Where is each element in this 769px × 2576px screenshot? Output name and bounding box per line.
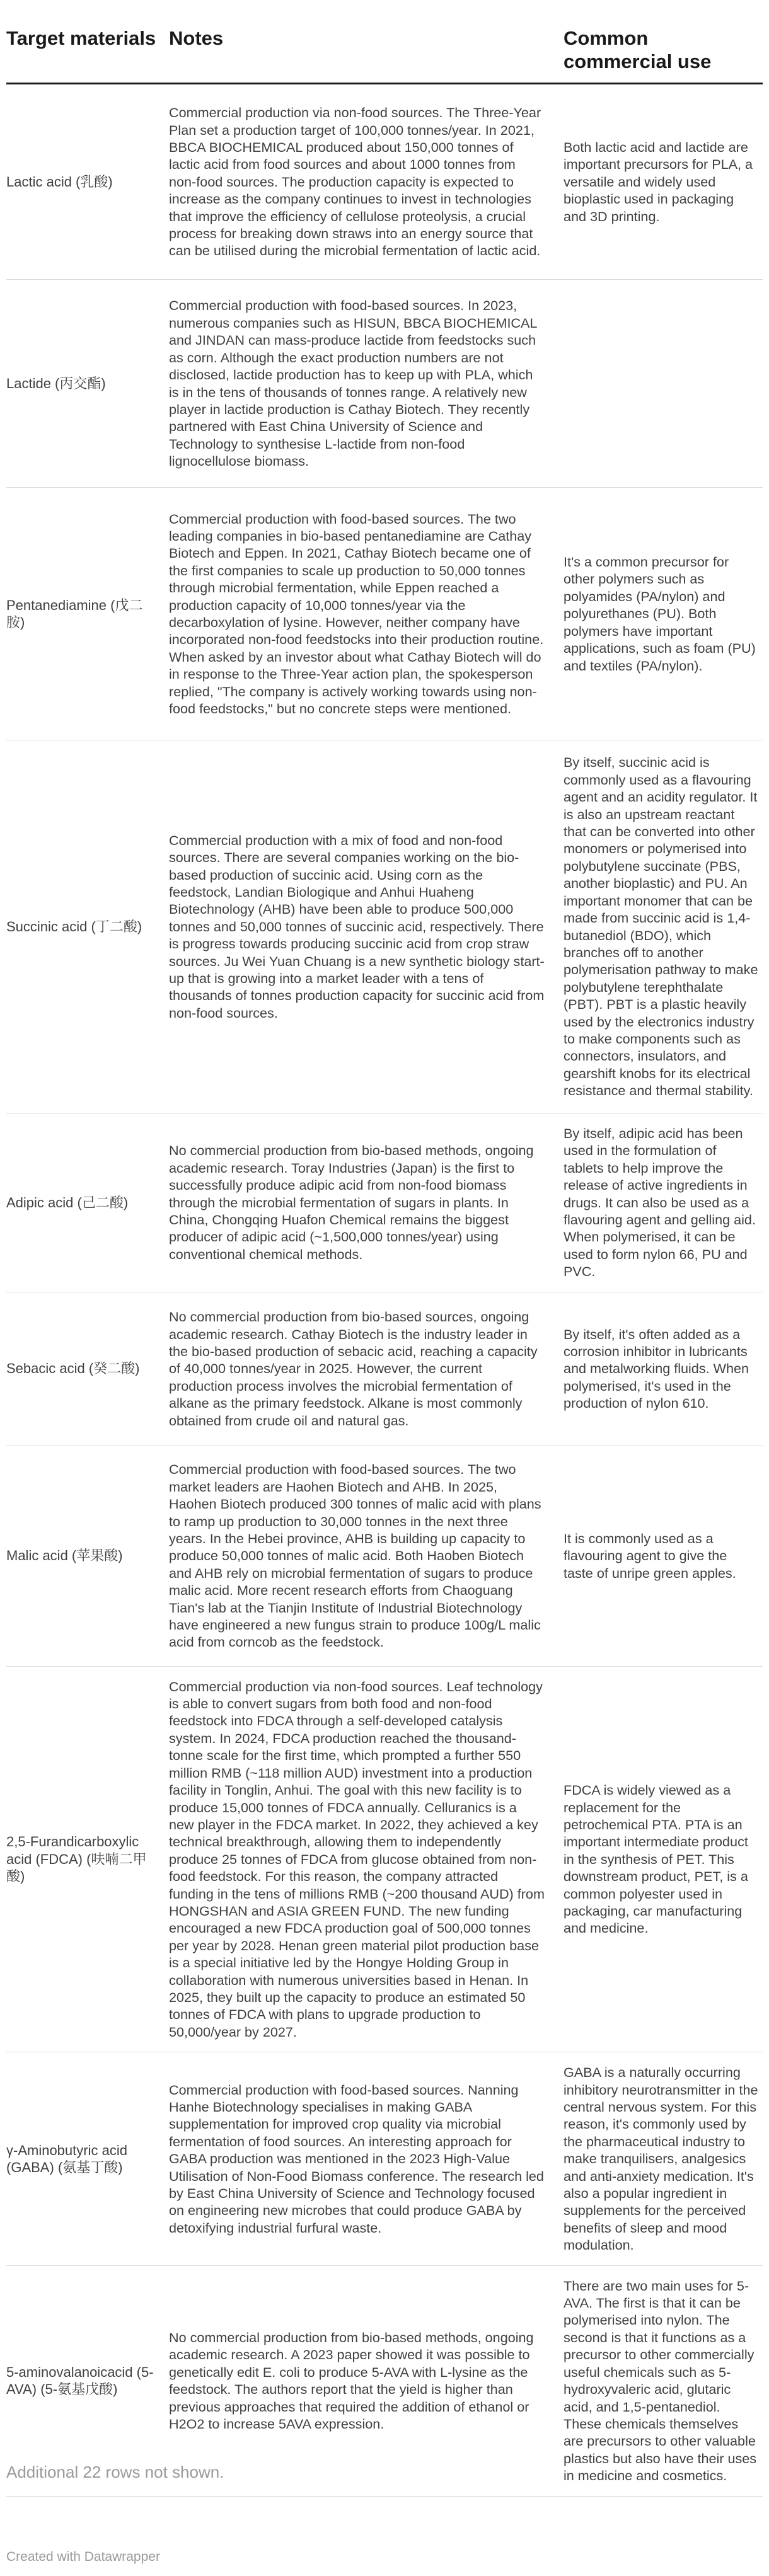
header-target-materials[interactable]: Target materials (6, 26, 164, 84)
row-material-name: Lactic acid (乳酸) (6, 84, 164, 280)
header-common-use[interactable]: Common commercial use (561, 26, 763, 84)
row-common-use: It is commonly used as a flavouring agent to give the taste of unripe green apples. (561, 1446, 763, 1666)
row-common-use: By itself, succinic acid is commonly used as a flavouring agent and an acidity regulator. It is also an upstream reactant that can be converted into other monomers or polymerised into polybutylene succinate (PBS, another bioplastic) and PU. An important monomer that can be made from succinic acid is 1,4-butanediol (BDO), which branches off to another polymerisation pathway to make polybutylene terephthalate (PBT). PBT is a plastic heavily used by the electronics industry to make components such as connectors, insulators, and gearshift knobs for its electrical resistance and thermal stability. (561, 740, 763, 1113)
row-notes: Commercial production with food-based sources. Nanning Hanhe Biotechnology specialises in making GABA supplementation for improved crop quality via microbial fermentation of food sources. An interesting approach for GABA production was mentioned in the 2023 High-Value Utilisation of Non-Food Biomass conference. The research led by East China University of Science and Technology focused on engineering new microbes that could produce GABA by detoxifying industrial furfural waste. (164, 2052, 561, 2265)
row-notes: No commercial production from bio-based methods, ongoing academic research. A 2023 paper showed it was possible to genetically edit E. coli to produce 5-AVA with L-lysine as the feedstock. The authors report that the yield is higher than previous approaches that required the addition of ethanol or H2O2 to increase 5AVA expression. (164, 2265, 561, 2496)
row-notes: Commercial production via non-food sources. Leaf technology is able to convert sugars from both food and non-food feedstock into FDCA through a self-developed catalysis system. In 2024, FDCA production reached the thousand-tonne scale for the first time, which prompted a further 550 million RMB (~118 million AUD) investment into a production facility in Tonglin, Anhui. The goal with this new facility is to produce 15,000 tonnes of FDCA annually. Celluranics is a new player in the FDCA market. In 2022, they achieved a key technical breakthrough, allowing them to independently produce 25 tonnes of FDCA from glucose obtained from non-food feedstock. For this reason, the company attracted funding in the tens of millions RMB (~200 thousand AUD) from HONGSHAN and ASIA GREEN FUND. The new funding encouraged a new FDCA production goal of 500,000 tonnes per year by 2028. Henan green material pilot production base is a special initiative led by the Hongye Holding Group in collaboration with numerous universities based in Henan. In 2025, they built up the capacity to produce an estimated 50 tonnes of FDCA with plans to upgrade production to 50,000/year by 2027. (164, 1666, 561, 2052)
table-row (6, 1113, 763, 1292)
row-material-name: Pentanediamine (戊二胺) (6, 488, 164, 740)
row-common-use: FDCA is widely viewed as a replacement for the petrochemical PTA. PTA is an important intermediate product in the synthesis of PET. This downstream product, PET, is a common polyester used in packaging, car manufacturing and medicine. (561, 1666, 763, 2052)
header-row (6, 26, 763, 84)
row-material-name: Sebacic acid (癸二酸) (6, 1292, 164, 1446)
table-row (6, 1292, 763, 1446)
table-row (6, 1446, 763, 1666)
additional-rows-note: Additional 22 rows not shown. (6, 2463, 224, 2481)
row-notes: Commercial production with a mix of food and non-food sources. There are several companies working on the bio-based production of succinic acid. Using corn as the feedstock, Landian Biologique and Anhui Huaheng Biotechnology (AHB) have been able to produce 500,000 tonnes and 50,000 tonnes of succinic acid, respectively. There is progress towards producing succinic acid from crop straw sources. Ju Wei Yuan Chuang is a new synthetic biology start-up that is growing into a market leader with a tens of thousands of tonnes production capacity for succinic acid from non-food sources. (164, 740, 561, 1113)
row-material-name: Adipic acid (己二酸) (6, 1113, 164, 1292)
row-common-use: There are two main uses for 5-AVA. The first is that it can be polymerised into nylon. The second is that it functions as a precursor to other commercially useful chemicals such as 5-hydroxyvaleric acid, glutaric acid, and 1,5-pentanediol. These chemicals themselves are precursors to other valuable plastics but also have their uses in medicine and cosmetics. (561, 2265, 763, 2496)
row-common-use: By itself, it's often added as a corrosion inhibitor in lubricants and metalworking fluids. When polymerised, it's used in the production of nylon 610. (561, 1292, 763, 1446)
materials-table (6, 26, 763, 2497)
datawrapper-credit-link[interactable]: Created with Datawrapper (6, 2550, 160, 2564)
row-notes: Commercial production with food-based sources. The two market leaders are Haohen Biotech and AHB. In 2025, Haohen Biotech produced 300 tonnes of malic acid with plans to ramp up production to 30,000 tonnes in the next three years. In the Hebei province, AHB is building up capacity to produce 50,000 tonnes of malic acid. Both Haoben Biotech and AHB rely on microbial fermentation of sugars to produce malic acid. More recent research efforts from Chaoguang Tian's lab at the Tianjin Institute of Industrial Biotechnology have engineered a new fungus strain to produce 100g/L malic acid from corncob as the feedstock. (164, 1446, 561, 1666)
row-notes: Commercial production with food-based sources. In 2023, numerous companies such as HISUN, BBCA BIOCHEMICAL and JINDAN can mass-produce lactide from feedstocks such as corn. Although the exact production numbers are not disclosed, lactide production has to keep up with PLA, which is in the tens of thousands of tonnes range. A relatively new player in lactide production is Cathay Biotech. They recently partnered with East China University of Science and Technology to synthesise L-lactide from non-food lignocellulose biomass. (164, 280, 561, 488)
row-common-use: GABA is a naturally occurring inhibitory neurotransmitter in the central nervous system. For this reason, it's commonly used by the pharmaceutical industry to make tranquilisers, analgesics and anti-anxiety medication. It's also a popular ingredient in supplements for the perceived benefits of sleep and mood modulation. (561, 2052, 763, 2265)
table-row (6, 84, 763, 280)
row-material-name: 5-aminovalanoicacid (5-AVA) (5-氨基戊酸) (6, 2265, 164, 2496)
header-notes[interactable]: Notes (164, 26, 561, 84)
table-row (6, 488, 763, 740)
row-material-name: Lactide (丙交酯) (6, 280, 164, 488)
row-common-use: It's a common precursor for other polymers such as polyamides (PA/nylon) and polyurethanes (PU). Both polymers have important applications, such as foam (PU) and textiles (PA/nylon). (561, 488, 763, 740)
table-container (6, 26, 763, 2497)
table-row (6, 2265, 763, 2496)
row-notes: Commercial production with food-based sources. The two leading companies in bio-based pentanediamine are Cathay Biotech and Eppen. In 2021, Cathay Biotech became one of the first companies to scale up production to 50,000 tonnes through microbial fermentation, while Eppen reached a production capacity of 10,000 tonnes/year via the decarboxylation of lysine. However, neither company have incorporated non-food feedstocks into their production routine. When asked by an investor about what Cathay Biotech will do in response to the Three-Year action plan, the spokesperson replied, "The company is actively working towards using non-food feedstocks," but no concrete steps were mentioned. (164, 488, 561, 740)
row-material-name: Malic acid (苹果酸) (6, 1446, 164, 1666)
table-row (6, 2052, 763, 2265)
table-row (6, 740, 763, 1113)
row-common-use: Both lactic acid and lactide are important precursors for PLA, a versatile and widely used bioplastic used in packaging and 3D printing. (561, 84, 763, 280)
row-material-name: Succinic acid (丁二酸) (6, 740, 164, 1113)
row-common-use (561, 280, 763, 488)
row-material-name: 2,5-Furandicarboxylic acid (FDCA) (呋喃二甲酸) (6, 1666, 164, 2052)
row-common-use: By itself, adipic acid has been used in the formulation of tablets to help improve the release of active ingredients in drugs. It can also be used as a flavouring agent and gelling aid. When polymerised, it can be used to form nylon 66, PU and PVC. (561, 1113, 763, 1292)
row-material-name: γ-Aminobutyric acid (GABA) (氨基丁酸) (6, 2052, 164, 2265)
row-notes: No commercial production from bio-based sources, ongoing academic research. Cathay Biotech is the industry leader in the bio-based production of sebacic acid, reaching a capacity of 40,000 tonnes/year in 2025. However, the current production process involves the microbial fermentation of alkane as the primary feedstock. Alkane is most commonly obtained from crude oil and natural gas. (164, 1292, 561, 1446)
table-row (6, 1666, 763, 2052)
row-notes: No commercial production from bio-based methods, ongoing academic research. Toray Industries (Japan) is the first to successfully produce adipic acid from non-food biomass through the microbial fermentation of sugars in plants. In China, Chongqing Huafon Chemical remains the biggest producer of adipic acid (~1,500,000 tonnes/year) using conventional chemical methods. (164, 1113, 561, 1292)
row-notes: Commercial production via non-food sources. The Three-Year Plan set a production target of 100,000 tonnes/year. In 2021, BBCA BIOCHEMICAL produced about 150,000 tonnes of lactic acid from food sources and about 1000 tonnes from non-food sources. The production capacity is expected to increase as the company continues to invest in technologies that improve the efficiency of cellulose proteolysis, a crucial process for breaking down straws into an energy source that can be utilised during the microbial fermentation of lactic acid. (164, 84, 561, 280)
table-row (6, 280, 763, 488)
